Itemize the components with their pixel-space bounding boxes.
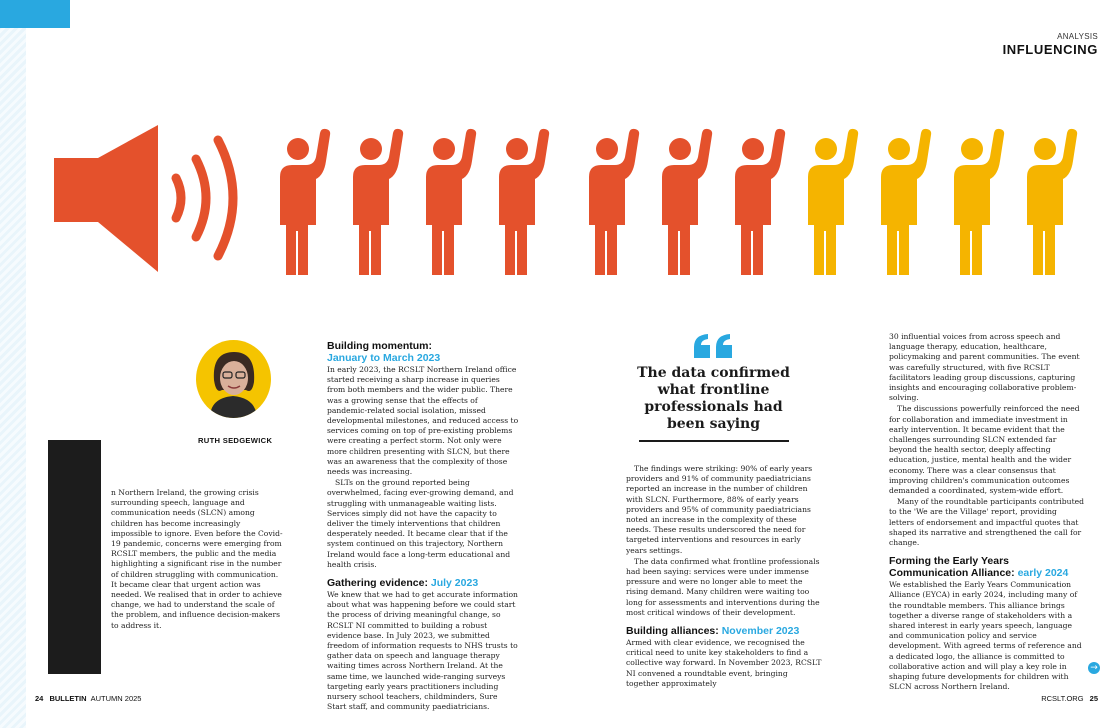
- paragraph: Armed with clear evidence, we recognised the critical need to unite key stakeholders to find a collective way forward. In November 2023, RCSLT NI convened a roundtable event, bringing together approximately: [626, 638, 822, 688]
- section-label: ANALYSIS: [1057, 32, 1098, 41]
- paragraph: In early 2023, the RCSLT Northern Ireland office started receiving a sharp increase in queries from both members and the wider public. There was a growing sense that the effects of pandemic-related social isolation, missed developmental milestones, and reduced access to services coming on top of pre-existing problems were creating a perfect storm. Not only were more children presenting with SLCN, but there was an awareness that the complexity of those needs was increasing.: [327, 365, 519, 477]
- heading-gathering-evidence: Gathering evidence: July 2023: [327, 577, 479, 590]
- person-figure: [589, 129, 639, 275]
- site-url: RCSLT.ORG: [1041, 694, 1084, 703]
- person-figure: [735, 129, 785, 275]
- heading-building-alliances: Building alliances: November 2023: [626, 625, 800, 638]
- heading-building-momentum: Building momentum: January to March 2023: [327, 340, 441, 364]
- intro-text: n Northern Ireland, the growing crisis surrounding speech, language and communication needs (SLCN) among children has become increasingly impossible to ignore. Even before the Covid-19 pandemic, concerns were emerging from RCSLT members, the public and the media highlighting a significant rise in the number of children struggling with communication. It became clear that urgent action was needed. We realised that in order to achieve change, we had to understand the scale of the problem, and influence decision-makers to address it.: [111, 488, 283, 630]
- person-figure: [280, 129, 330, 275]
- arrow-right-icon[interactable]: →: [1088, 662, 1100, 674]
- pullquote: The data confirmed what frontline professionals had been saying: [637, 365, 790, 432]
- author-name: RUTH SEDGEWICK: [198, 436, 273, 445]
- pullquote-rule: [639, 440, 789, 442]
- section-title: INFLUENCING: [1002, 42, 1098, 57]
- person-figure: [662, 129, 712, 275]
- footer-right: [1041, 694, 1098, 703]
- quote-icon: [692, 333, 736, 359]
- publication-name: BULLETIN: [49, 694, 87, 703]
- dropcap-block: [48, 440, 101, 674]
- issue: AUTUMN 2025: [90, 694, 142, 703]
- person-figure: [954, 129, 1004, 275]
- paragraph: The findings were striking: 90% of early years providers and 91% of community paediatricians reported an increase in the number of children with SLCN. Furthermore, 88% of early years providers and 95% of community paediatricians noted an increase in the complexity of these needs. These results underscored the need for targeted interventions and resources in early years settings.: [626, 464, 813, 555]
- paragraph: Many of the roundtable participants contributed to the 'We are the Village' report, providing letters of endorsement and impactful quotes that shaped its narrative and strengthened the call for change.: [889, 497, 1084, 548]
- megaphone-illustration: [50, 125, 1100, 275]
- speaker-icon: [54, 125, 233, 272]
- corner-pattern-top: [0, 0, 70, 28]
- person-figure: [1027, 129, 1077, 275]
- person-figure: [808, 129, 858, 275]
- paragraph: We established the Early Years Communication Alliance (EYCA) in early 2024, including many of the roundtable members. This alliance brings together a diverse range of stakeholders with a shared interest in early years speech, language and communication policy and service development. With agreed terms of reference and a dedicated logo, the alliance is committed to collaborative action and will play a key role in shaping future developments for children with SLCN across Northern Ireland.: [889, 580, 1082, 692]
- page-number: 24: [35, 694, 44, 703]
- page-number: 25: [1089, 694, 1098, 703]
- paragraph: The discussions powerfully reinforced the need for collaboration and immediate investment in early intervention. It became evident that the challenges surrounding SLCN extended far beyond the health sector, deeply affecting education, justice, mental health and the wider economy. There was a clear consensus that improving children's communication outcomes demanded a coordinated, system-wide effort.: [889, 404, 1080, 496]
- paragraph: 30 influential voices from across speech and language therapy, education, healthcare, policymaking and parent communities. The event was carefully structured, with five RCSLT facilitators leading group discussions, capturing insights and encouraging collaborative problem-solving.: [889, 332, 1080, 403]
- heading-forming-alliance: Forming the Early Years Communication Alliance: early 2024: [889, 555, 1069, 580]
- person-figure: [881, 129, 931, 275]
- paragraph: We knew that we had to get accurate information about what was happening before we could start the process of driving meaningful change, so RCSLT NI committed to building a robust evidence base. In July 2023, we submitted freedom of information requests to NHS trusts to gather data on speech and language therapy waiting times across Northern Ireland. At the same time, we launched wide-ranging surveys targeting early years practitioners including nursery school teachers, childminders, Sure Start staff, and community paediatricians.: [327, 590, 518, 712]
- footer-left: [35, 694, 141, 703]
- paragraph: The data confirmed what frontline professionals had been saying: services were under immense pressure and were no longer able to meet the rising demand. Many children were waiting too long for assessments and interventions during the most critical windows of their development.: [626, 556, 820, 617]
- person-figure: [353, 129, 403, 275]
- author-photo: [196, 340, 271, 418]
- side-pattern: [0, 0, 26, 728]
- person-figure: [426, 129, 476, 275]
- paragraph: SLTs on the ground reported being overwhelmed, facing ever-growing demand, and struggling with unmanageable waiting lists. Services simply did not have the capacity to deliver the timely interventions that children desperately needed. It became clear that if the system continued on this trajectory, Northern Ireland would face a long-term educational and health crisis.: [327, 478, 514, 569]
- person-figure: [499, 129, 549, 275]
